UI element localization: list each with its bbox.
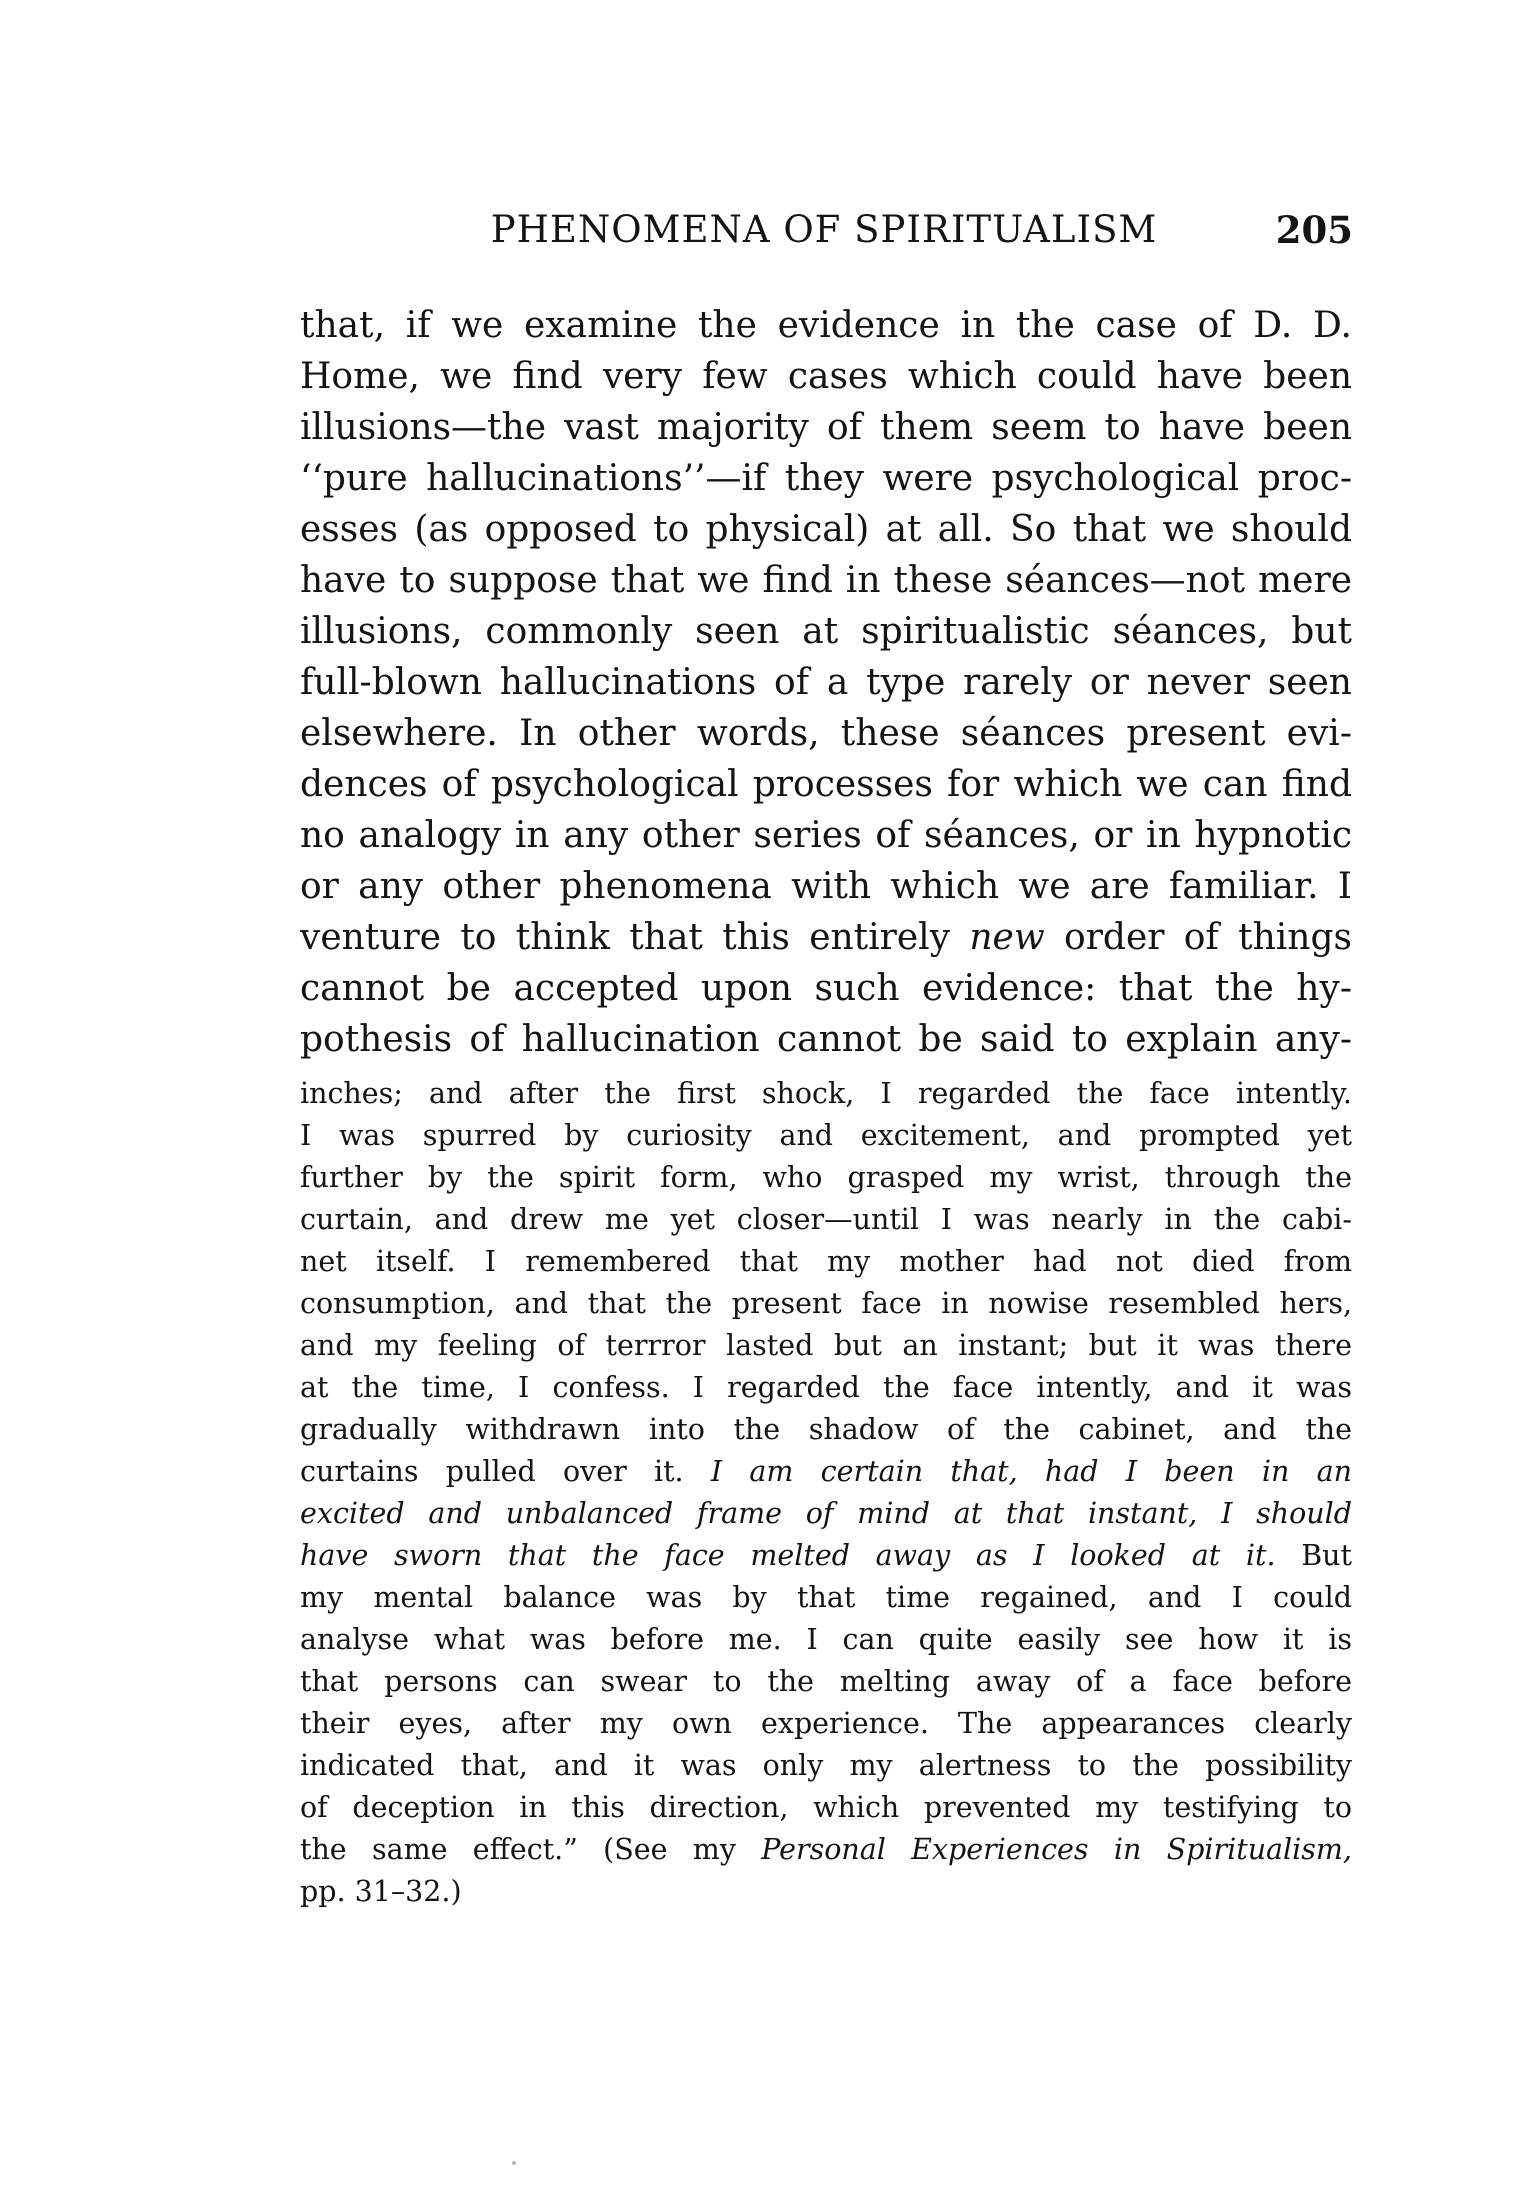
quote-line	[300, 1157, 1352, 1199]
quote-line	[300, 1325, 1352, 1367]
page-number: 205	[1275, 208, 1353, 252]
text-run: I was spurred by curiosity and excitement, and prompted yet	[300, 1119, 1352, 1152]
italic-text: have sworn that the face melted away as I looked at it.	[300, 1539, 1276, 1572]
text-run: dences of psychological processes for which we can find	[300, 764, 1352, 805]
text-run: their eyes, after my own experience. The appearances clearly	[300, 1707, 1352, 1740]
text-run: illusions, commonly seen at spiritualistic séances, but	[300, 611, 1352, 652]
text-line	[300, 708, 1352, 759]
quote-line	[300, 1871, 1352, 1913]
text-run: curtain, and drew me yet closer—until I was nearly in the cabi-	[300, 1203, 1352, 1236]
text-run: that persons can swear to the melting away of a face before	[300, 1665, 1352, 1698]
text-run: curtains pulled over it.	[300, 1455, 711, 1488]
text-line	[300, 402, 1352, 453]
text-run: and my feeling of terrror lasted but an instant; but it was there	[300, 1329, 1352, 1362]
text-run: further by the spirit form, who grasped my wrist, through the	[300, 1161, 1352, 1194]
body-text	[300, 300, 1352, 1913]
page-blemish	[512, 2161, 516, 2165]
text-run: full-blown hallucinations of a type rarely or never seen	[300, 662, 1352, 703]
quote-line	[300, 1115, 1352, 1157]
quote-line	[300, 1367, 1352, 1409]
text-run: ‘‘pure hallucinations’’—if they were psychological proc-	[300, 458, 1352, 499]
text-run: inches; and after the first shock, I regarded the face intently.	[300, 1077, 1352, 1110]
text-run: analyse what was before me. I can quite easily see how it is	[300, 1623, 1352, 1656]
quote-line	[300, 1409, 1352, 1451]
italic-text: I am certain that, had I been in an	[710, 1455, 1352, 1488]
text-run: of deception in this direction, which prevented my testifying to	[300, 1791, 1352, 1824]
italic-text: excited and unbalanced frame of mind at that instant, I should	[300, 1497, 1352, 1530]
text-line	[300, 810, 1352, 861]
quoted-passage	[300, 1073, 1352, 1913]
text-run: that, if we examine the evidence in the case of D. D.	[300, 305, 1352, 346]
text-run: the same effect.” (See my	[300, 1833, 762, 1866]
quote-line	[300, 1745, 1352, 1787]
quote-line	[300, 1451, 1352, 1493]
text-run: indicated that, and it was only my alertness to the possibility	[300, 1749, 1352, 1782]
running-head	[295, 208, 1353, 268]
quote-line	[300, 1577, 1352, 1619]
text-run: illusions—the vast majority of them seem to have been	[300, 407, 1352, 448]
text-line	[300, 606, 1352, 657]
quote-line	[300, 1787, 1352, 1829]
italic-text: new	[969, 917, 1045, 958]
main-paragraph	[300, 300, 1352, 1065]
text-line	[300, 912, 1352, 963]
text-run: Home, we find very few cases which could have been	[300, 356, 1352, 397]
quote-line	[300, 1073, 1352, 1115]
text-run: elsewhere. In other words, these séances present evi-	[300, 713, 1352, 754]
italic-text: Personal Experiences in Spiritualism,	[761, 1833, 1352, 1866]
text-run: or any other phenomena with which we are familiar. I	[300, 866, 1352, 907]
text-run: my mental balance was by that time regained, and I could	[300, 1581, 1352, 1614]
text-run: at the time, I confess. I regarded the face intently, and it was	[300, 1371, 1352, 1404]
quote-line	[300, 1493, 1352, 1535]
quote-line	[300, 1535, 1352, 1577]
text-line	[300, 351, 1352, 402]
text-run: have to suppose that we find in these séances—not mere	[300, 560, 1352, 601]
text-line	[300, 861, 1352, 912]
text-line	[300, 300, 1352, 351]
text-run: esses (as opposed to physical) at all. So that we should	[300, 509, 1352, 550]
text-run: gradually withdrawn into the shadow of the cabinet, and the	[300, 1413, 1352, 1446]
text-line	[300, 759, 1352, 810]
text-run: venture to think that this entirely	[300, 917, 970, 958]
quote-line	[300, 1703, 1352, 1745]
text-run: pp. 31–32.)	[300, 1875, 462, 1908]
text-line	[300, 555, 1352, 606]
running-title: PHENOMENA OF SPIRITUALISM	[490, 208, 1158, 251]
text-run: order of things	[1044, 917, 1352, 958]
text-run: cannot be accepted upon such evidence: that the hy-	[300, 968, 1352, 1009]
text-run: pothesis of hallucination cannot be said to explain any-	[300, 1019, 1352, 1060]
text-run: net itself. I remembered that my mother had not died from	[300, 1245, 1352, 1278]
text-line	[300, 453, 1352, 504]
text-run: consumption, and that the present face in nowise resembled hers,	[300, 1287, 1352, 1320]
quote-line	[300, 1199, 1352, 1241]
text-line	[300, 1014, 1352, 1065]
text-line	[300, 657, 1352, 708]
text-run: But	[1275, 1539, 1352, 1572]
quote-line	[300, 1283, 1352, 1325]
quote-line	[300, 1241, 1352, 1283]
text-run: no analogy in any other series of séances, or in hypnotic	[300, 815, 1352, 856]
text-line	[300, 963, 1352, 1014]
quote-line	[300, 1829, 1352, 1871]
quote-line	[300, 1661, 1352, 1703]
quote-line	[300, 1619, 1352, 1661]
text-line	[300, 504, 1352, 555]
